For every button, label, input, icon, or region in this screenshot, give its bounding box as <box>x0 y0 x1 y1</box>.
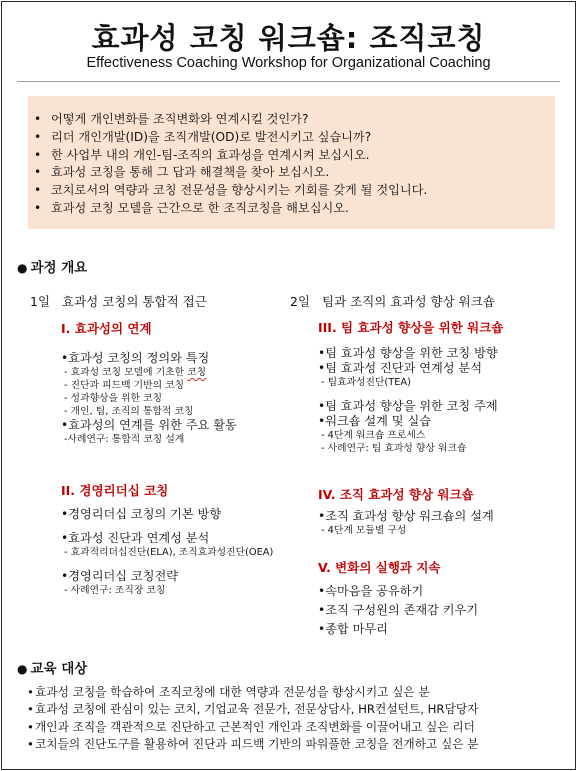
module-2-subitem: - 사례연구: 조직장 코칭 <box>64 585 166 596</box>
module-3-subitem: - 사례연구: 팀 효과성 향상 워크숍 <box>321 443 467 454</box>
module-5-item: •조직 구성원의 존재감 키우기 <box>318 603 479 617</box>
day2-title: 팀과 조직의 효과성 향상 워크숍 <box>322 294 495 309</box>
module-1-title: I. 효과성의 연계 <box>61 321 152 336</box>
module-4-item: •조직 효과성 향상 워크숍의 설계 <box>318 509 494 523</box>
module-4-subitem: - 4단계 모듈별 구성 <box>321 525 407 536</box>
day2-header <box>290 292 495 310</box>
intro-bullet: • 어떻게 개인변화를 조직변화와 연계시킬 것인가? <box>28 111 427 129</box>
module-2-item: •효과성 진단과 연계성 분석 <box>61 531 210 545</box>
bullet-dot-icon: ● <box>17 662 28 676</box>
module-5-item: •속마음을 공유하기 <box>318 584 424 598</box>
module-2-title: II. 경영리더십 코칭 <box>61 483 169 498</box>
module-2-item: •경영리더십 코칭의 기본 방향 <box>61 507 222 521</box>
intro-bullet: • 리더 개인개발(ID)을 조직개발(OD)로 발전시키고 싶습니까? <box>28 129 427 147</box>
module-3-subitem: - 4단계 워크숍 프로세스 <box>321 430 426 441</box>
overview-heading-text: 과정 개요 <box>30 260 88 276</box>
target-item: • 효과성 코칭에 관심이 있는 코치, 기업교육 전문가, 전문상담사, HR컨설턴트, HR담당자 <box>27 701 479 718</box>
module-1-subitem: - 진단과 피드백 기반의 코칭 <box>64 380 185 391</box>
intro-list <box>28 111 427 218</box>
target-list <box>27 684 479 753</box>
module-3-subitem: - 팀효과성진단(TEA) <box>321 377 411 388</box>
module-1-subitem: - 개인, 팀, 조직의 통합적 코칭 <box>64 406 194 417</box>
intro-bullet: • 효과성 코칭을 통해 그 답과 해결책을 찾아 보십시오. <box>28 164 427 182</box>
module-1-subitem: - 효과성 코칭 모델에 기초한 코칭 <box>64 367 207 378</box>
module-5 <box>318 558 478 639</box>
bullet-dot-icon: ● <box>17 261 28 275</box>
target-heading <box>17 657 87 677</box>
module-3-item: •팀 효과성 향상을 위한 코칭 주제 <box>318 399 498 413</box>
module-4-title: IV. 조직 효과성 향상 워크숍 <box>318 487 474 502</box>
target-item: • 개인과 조직을 객관적으로 진단하고 근본적인 개인과 조직변화를 이끌어내고 싶은 리더 <box>27 719 479 736</box>
day1-title: 효과성 코칭의 통합적 접근 <box>62 294 207 309</box>
target-item: • 코치들의 진단도구를 활용하여 진단과 피드백 기반의 파워풀한 코칭을 전개하고 싶은 분 <box>27 736 479 753</box>
module-3-item: •팀 효과성 향상을 위한 코칭 방향 <box>318 346 498 360</box>
target-item: • 효과성 코칭을 학습하여 조직코칭에 대한 역량과 전문성을 향상시키고 싶은 분 <box>27 684 479 701</box>
target-heading-text: 교육 대상 <box>30 661 88 677</box>
module-1-subitem: - 성과향상을 위한 코칭 <box>64 393 163 404</box>
page-title: 효과성 코칭 워크숍: 조직코칭 <box>91 21 486 55</box>
day1-number: 1일 <box>30 294 51 309</box>
module-1 <box>61 319 237 446</box>
module-1-item: •효과성 코칭의 정의와 특징 <box>61 351 210 365</box>
module-2 <box>61 481 273 597</box>
module-3-item: •워크숍 설계 및 실습 <box>318 414 431 428</box>
day2-number: 2일 <box>290 294 311 309</box>
module-3 <box>318 318 503 455</box>
day1-header <box>30 292 207 310</box>
module-4 <box>318 485 494 537</box>
overview-heading <box>17 256 87 276</box>
intro-box <box>28 96 555 229</box>
module-1-item: •효과성의 연계를 위한 주요 활동 <box>61 418 237 432</box>
module-1-subitem: -사례연구: 통합적 코칭 설계 <box>64 434 185 445</box>
intro-bullet: • 코치로서의 역량과 코칭 전문성을 향상시키는 기회를 갖게 될 것입니다. <box>28 182 427 200</box>
module-3-item: •팀 효과성 진단과 연계성 분석 <box>318 361 482 375</box>
spellcheck-underline: 코칭 <box>187 367 207 378</box>
intro-bullet: • 한 사업부 내의 개인-팀-조직의 효과성을 연계시켜 보십시오. <box>28 147 427 165</box>
page-subtitle: Effectiveness Coaching Workshop for Organizational Coaching <box>86 55 491 71</box>
intro-bullet: • 효과성 코칭 모델을 근간으로 한 조직코칭을 해보십시오. <box>28 200 427 218</box>
module-2-item: •경영리더십 코칭전략 <box>61 569 179 583</box>
module-2-subitem: - 효과적리더십진단(ELA), 조직효과성진단(OEA) <box>64 547 274 558</box>
module-3-title: III. 팀 효과성 향상을 위한 워크숍 <box>318 320 504 335</box>
module-5-item: •종합 마무리 <box>318 622 388 636</box>
title-divider <box>17 81 560 82</box>
module-5-title: V. 변화의 실행과 지속 <box>318 560 441 575</box>
